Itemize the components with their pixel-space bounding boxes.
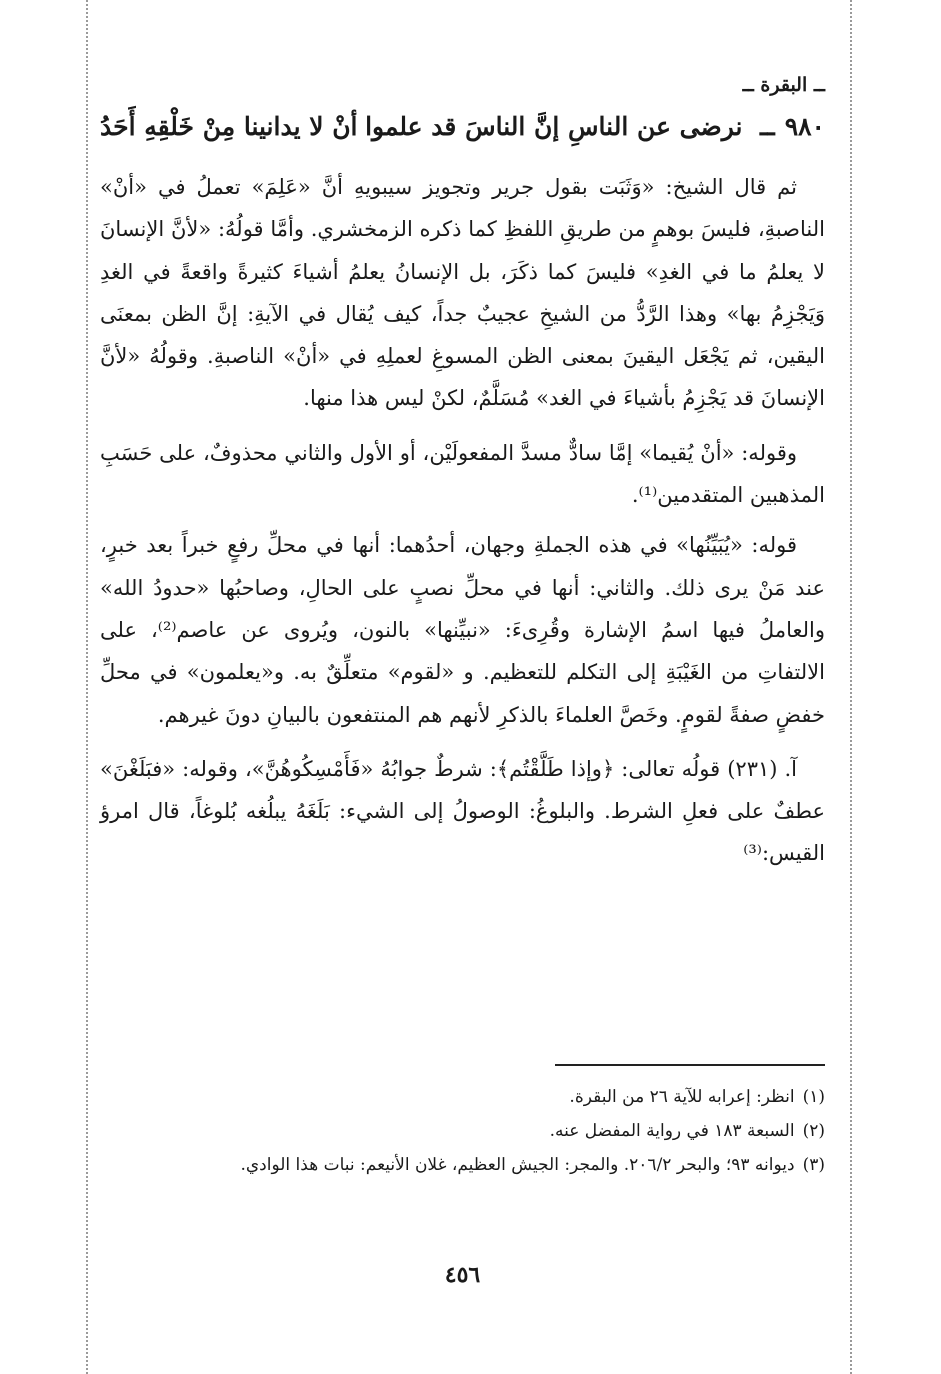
footnote-text: السبعة ١٨٣ في رواية المفضل عنه. bbox=[549, 1121, 795, 1141]
book-page bbox=[100, 0, 825, 1374]
second-hemistich: أنْ لا يدانينا مِنْ خَلْقِهِ أَحَدُ bbox=[100, 112, 358, 141]
page-number: ٤٥٦ bbox=[444, 1262, 481, 1288]
page-edge-left bbox=[86, 0, 88, 1374]
footnotes bbox=[100, 1080, 825, 1182]
footnote-text: ديوانه ٩٣؛ والبحر ٢٠٦/٢. والمجر: الجيش العظيم، غلان الأنيعم: نبات هذا الوادي. bbox=[240, 1155, 795, 1175]
first-hemistich: نرضى عن الناسِ إنَّ الناسَ قد علموا bbox=[365, 112, 743, 141]
footnote-1 bbox=[100, 1080, 825, 1114]
paragraph-yubayyinuha: قوله: «يُبَيِّنُها» في هذه الجملةِ وجهان، أحدُهما: أنها في محلِّ رفعٍ خبراً بعد خبرٍ، عند مَنْ يرى ذلك. والثاني: أنها في محلِّ نصبٍ على الحالِ، وصاحبُها «حدودُ الله» والعاملُ فيها اسمُ الإشارة وقُرِىءَ: «نبيِّنها» بالنون، ويُروى عن عاصم⁽²⁾، على الالتفاتِ من الغَيْبَةِ إلى التكلم للتعظيم. و «لقوم» متعلِّقٌ به. و«يعلمون» في محلِّ خفضٍ صفةً لقومٍ. وخَصَّ العلماءَ بالذكرِ لأنهم هم المنتفعون بالبيانِ دونَ غيرهم. bbox=[100, 533, 825, 727]
page-edge-right bbox=[850, 0, 852, 1374]
footnote-text: انظر: إعرابه للآية ٢٦ من البقرة. bbox=[569, 1087, 795, 1107]
surah-running-header: ــ البقرة ــ bbox=[742, 74, 825, 96]
poetry-verse bbox=[100, 112, 825, 141]
verse-dash: ــ bbox=[760, 112, 775, 141]
verse-number-group bbox=[750, 112, 825, 141]
footnote-divider bbox=[555, 1064, 825, 1066]
footnote-number: (١) bbox=[802, 1087, 825, 1107]
body-text bbox=[100, 166, 825, 887]
footnote-2 bbox=[100, 1114, 825, 1148]
paragraph-sheikh-discussion: ثم قال الشيخ: «وَثَبَت بقول جرير وتجويز سيبويهِ أنَّ «عَلِمَ» تعملُ في «أنْ» الناصبةِ، فليسَ بوهمٍ من طريقِ اللفظِ كما ذكره الزمخشري. وأمَّا قولُهُ: «لأنَّ الإنسانَ لا يعلمُ ما في الغدِ» فليسَ كما ذكَرَ، بل الإنسانُ يعلمُ أشياءَ كثيرةً واقعةً في الغدِ وَيَجْزِمُ بها» وهذا الرَّدُّ من الشيخِ عجيبٌ جداً، كيف يُقال في الآيةِ: إنَّ الظن بمعنَى اليقين، ثم يَجْعَل اليقينَ بمعنى الظن المسوغِ لعملِهِ في «أنْ» الناصبةِ. وقولُهُ «لأنَّ الإنسانَ قد يَجْزِمُ بأشياءَ في الغد» مُسَلَّمٌ، لكنْ ليس هذا منها. bbox=[100, 175, 825, 411]
footnote-3 bbox=[100, 1148, 825, 1182]
paragraph-an-yuqima: وقوله: «أنْ يُقيما» إمَّا سادٌّ مسدَّ المفعولَيْن، أو الأول والثاني محذوفٌ، على حَسَبِ المذهبين المتقدمين⁽¹⁾. bbox=[100, 440, 825, 508]
footnote-number: (٢) bbox=[802, 1121, 825, 1141]
footnote-number: (٣) bbox=[802, 1155, 825, 1175]
verse-number: ٩٨٠ bbox=[784, 112, 825, 141]
paragraph-verse-231: آ. (٢٣١) قولُه تعالى: ﴿وإذا طَلَّقْتُم﴾: شرطٌ جوابُهُ «فَأَمْسِكُوهُنَّ»، وقوله: «فبَلَغْنَ» عطفٌ على فعلِ الشرط. والبلوغُ: الوصولُ إلى الشيء: بَلَغَهُ يبلُغه بُلوغاً، قال امرؤ القيس:⁽³⁾ bbox=[100, 756, 825, 866]
